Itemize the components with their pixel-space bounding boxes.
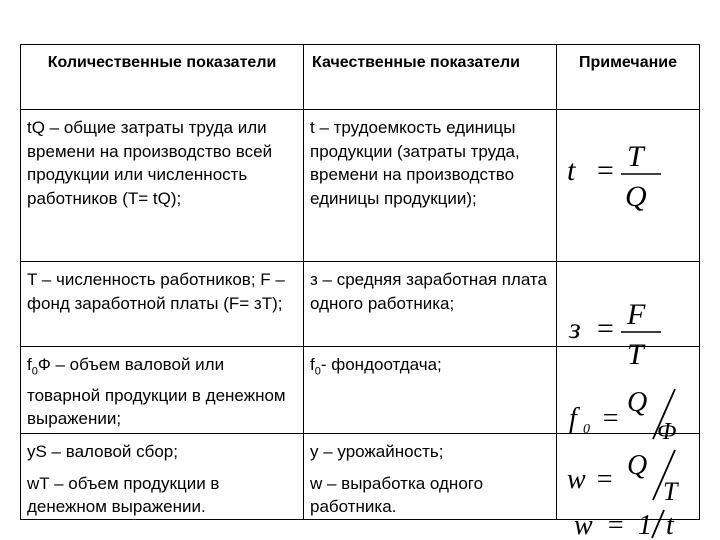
cell-qualitative: з – средняя заработная плата одного работника; [304,262,557,347]
formula-output-per-worker [565,444,700,504]
cell-quantitative: $f_0Ф$ – объем валовой или товарной продукции в денежном выражении; [21,347,304,434]
cell-note [557,347,700,445]
svg-text:T: T [627,140,644,173]
table-row [21,110,700,262]
svg-text:w: w [574,510,593,540]
svg-text:Q: Q [627,387,648,418]
table-row [21,262,700,347]
cell-quantitative: yS – валовой сбор; wT – объем продукции в денежном выражении. [21,434,304,520]
cell-quantitative: T – численность работников; F – фонд заработной платы (F= зT); [21,262,304,347]
svg-text:0: 0 [583,422,590,437]
formula-labor-intensity [565,130,685,230]
header-qualitative: Качественные показатели [304,45,557,110]
header-quantitative: Количественные показатели [21,45,304,110]
svg-text:з: з [569,312,581,345]
svg-text:1: 1 [638,510,652,540]
svg-text:f: f [569,403,577,434]
svg-text:=: = [595,464,614,495]
indicators-table [20,44,700,520]
cell-note [557,110,700,262]
svg-text:t: t [567,154,576,187]
svg-text:Ф: Ф [657,419,677,445]
table-header-row [21,45,700,110]
cell-qualitative: $f_0-$ фондоотдача; [304,347,557,434]
svg-text:=: = [595,312,616,345]
table-row [21,347,700,434]
svg-text:=: = [595,154,616,187]
cell-quantitative: tQ – общие затраты труда или времени на производство всей продукции или численность работников (T= tQ); [21,110,304,262]
cell-note [557,262,700,371]
cell-qualitative: t – трудоемкость единицы продукции (затраты труда, времени на производство единицы продукции); [304,110,557,262]
formula-output-reciprocal [572,506,702,540]
svg-text:Q: Q [627,450,648,481]
cell-qualitative: y – урожайность; w – выработка одного работника. [304,434,557,520]
svg-text:=: = [606,510,625,540]
svg-text:Q: Q [625,180,647,213]
svg-text:=: = [601,403,620,434]
header-note: Примечание [557,45,700,110]
svg-text:t: t [666,510,674,540]
svg-text:T: T [663,477,678,506]
svg-text:F: F [627,298,646,331]
svg-text:T: T [627,338,644,371]
svg-text:w: w [567,464,586,495]
